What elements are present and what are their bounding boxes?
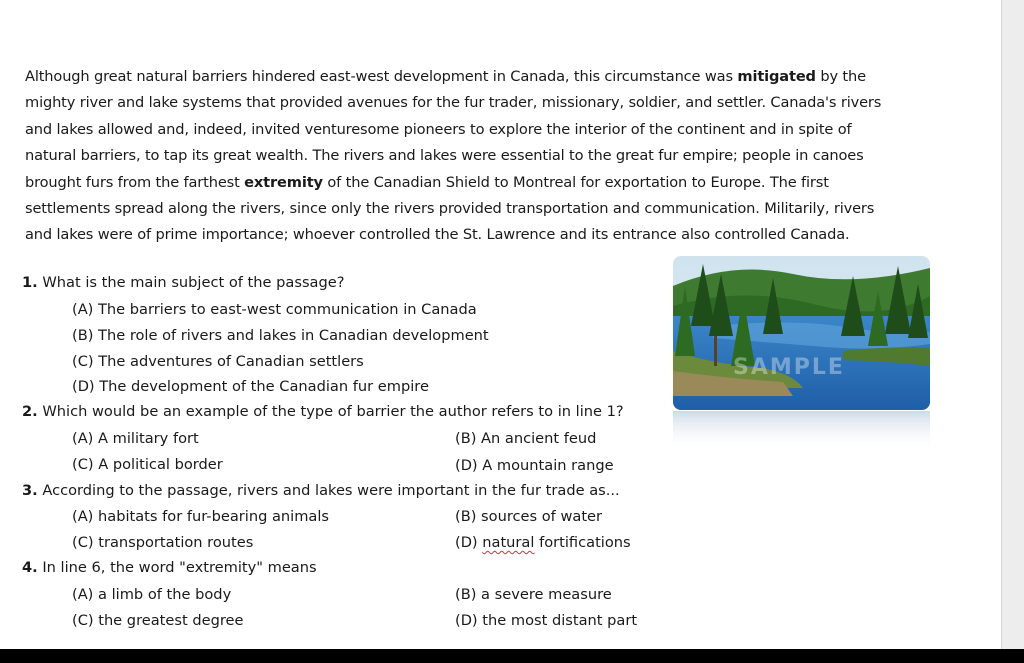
q2-option-a[interactable]: (A) A military fort	[72, 430, 199, 447]
reading-passage	[25, 64, 925, 249]
q4-option-a[interactable]: (A) a limb of the body	[72, 586, 232, 603]
question-1: 1. What is the main subject of the passage?	[22, 274, 345, 291]
page-right-margin	[1001, 0, 1024, 650]
q3-option-a[interactable]: (A) habitats for fur-bearing animals	[72, 508, 330, 525]
question-3: 3. According to the passage, rivers and lakes were important in the fur trade as...	[22, 482, 620, 499]
photo-reflection	[673, 411, 930, 451]
q2-option-b[interactable]: (B) An ancient feud	[455, 430, 597, 447]
passage-line-4: natural barriers, to tap its great wealth. The rivers and lakes were essential to the great fur empire; people in canoes	[25, 147, 864, 165]
q3-option-b[interactable]: (B) sources of water	[455, 508, 603, 525]
passage-line-2: mighty river and lake systems that provided avenues for the fur trader, missionary, soldier, and settler. Canada's rivers	[25, 94, 882, 112]
mitigated-keyword: mitigated	[737, 68, 816, 85]
q3-option-d[interactable]: (D) natural fortifications	[455, 534, 631, 551]
q2-option-d[interactable]: (D) A mountain range	[455, 457, 614, 474]
passage-line-3: and lakes allowed and, indeed, invited venturesome pioneers to explore the interior of the continent and in spite of	[25, 120, 852, 138]
photo-watermark: SAMPLE	[733, 355, 845, 380]
q4-option-c[interactable]: (C) the greatest degree	[72, 612, 244, 629]
passage-line-1: Although great natural barriers hindered east-west development in Canada, this circumstance was mitigated by the	[25, 68, 866, 85]
extremity-keyword: extremity	[244, 173, 323, 191]
passage-line-5: brought furs from the farthest extremity of the Canadian Shield to Montreal for exportation to Europe. The first	[25, 173, 829, 191]
passage-line-6: settlements spread along the rivers, since only the rivers provided transportation and communication. Militarily, rivers	[25, 200, 875, 218]
q1-option-a[interactable]: (A) The barriers to east-west communication in Canada	[72, 301, 477, 318]
screen-bottom-bar	[0, 649, 1024, 663]
spellcheck-word: natural	[482, 534, 535, 551]
q3-option-c[interactable]: (C) transportation routes	[72, 534, 254, 551]
passage-line-7: and lakes were of prime importance; whoever controlled the St. Lawrence and its entrance also controlled Canada.	[25, 226, 850, 244]
question-2: 2. Which would be an example of the type of barrier the author refers to in line 1?	[22, 403, 624, 420]
q1-option-b[interactable]: (B) The role of rivers and lakes in Canadian development	[72, 327, 489, 344]
question-4: 4. In line 6, the word "extremity" means	[22, 559, 317, 576]
q1-option-c[interactable]: (C) The adventures of Canadian settlers	[72, 353, 364, 370]
q2-option-c[interactable]: (C) A political border	[72, 456, 223, 473]
landscape-photo-icon	[673, 256, 930, 410]
q1-option-d[interactable]: (D) The development of the Canadian fur empire	[72, 378, 429, 395]
q4-option-b[interactable]: (B) a severe measure	[455, 586, 612, 603]
q4-option-d[interactable]: (D) the most distant part	[455, 612, 638, 629]
